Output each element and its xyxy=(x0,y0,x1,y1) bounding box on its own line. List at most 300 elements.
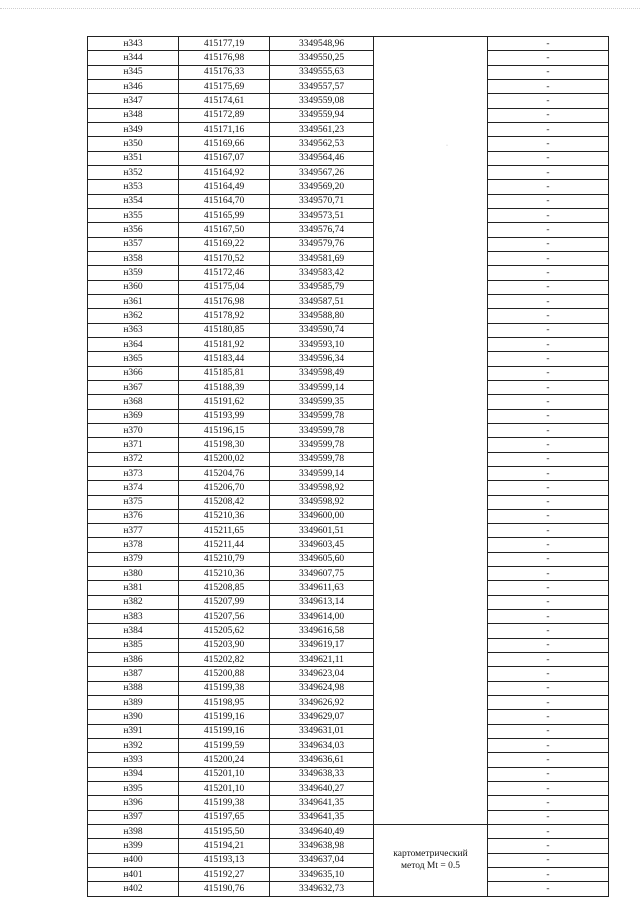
x-coordinate-cell: 415176,33 xyxy=(179,65,270,79)
x-coordinate-cell: 415207,99 xyxy=(179,595,270,609)
x-coordinate-cell: 415193,99 xyxy=(179,409,270,423)
mark-cell: - xyxy=(488,696,609,710)
point-name-cell: н390 xyxy=(88,710,179,724)
point-name-cell: н363 xyxy=(88,323,179,337)
point-name-cell: н384 xyxy=(88,624,179,638)
y-coordinate-cell: 3349637,04 xyxy=(270,853,374,867)
table-row xyxy=(88,538,609,552)
x-coordinate-cell: 415208,42 xyxy=(179,495,270,509)
x-coordinate-cell: 415211,65 xyxy=(179,524,270,538)
x-coordinate-cell: 415164,49 xyxy=(179,180,270,194)
table-row xyxy=(88,882,609,896)
mark-cell: - xyxy=(488,825,609,839)
point-name-cell: н347 xyxy=(88,94,179,108)
table-row xyxy=(88,151,609,165)
x-coordinate-cell: 415165,99 xyxy=(179,208,270,222)
y-coordinate-cell: 3349638,33 xyxy=(270,767,374,781)
table-row xyxy=(88,624,609,638)
table-row xyxy=(88,724,609,738)
table-row xyxy=(88,868,609,882)
point-name-cell: н386 xyxy=(88,653,179,667)
mark-cell: - xyxy=(488,137,609,151)
table-row xyxy=(88,710,609,724)
table-row xyxy=(88,509,609,523)
x-coordinate-cell: 415178,92 xyxy=(179,309,270,323)
mark-cell: - xyxy=(488,882,609,896)
point-name-cell: н343 xyxy=(88,37,179,51)
point-name-cell: н355 xyxy=(88,208,179,222)
y-coordinate-cell: 3349598,49 xyxy=(270,366,374,380)
mark-cell: - xyxy=(488,94,609,108)
point-name-cell: н385 xyxy=(88,638,179,652)
mark-cell: - xyxy=(488,581,609,595)
x-coordinate-cell: 415177,19 xyxy=(179,37,270,51)
table-row xyxy=(88,782,609,796)
x-coordinate-cell: 415201,10 xyxy=(179,782,270,796)
table-row xyxy=(88,638,609,652)
x-coordinate-cell: 415199,38 xyxy=(179,681,270,695)
mark-cell: - xyxy=(488,538,609,552)
mark-cell: - xyxy=(488,309,609,323)
x-coordinate-cell: 415197,65 xyxy=(179,810,270,824)
y-coordinate-cell: 3349599,14 xyxy=(270,380,374,394)
point-name-cell: н382 xyxy=(88,595,179,609)
point-name-cell: н383 xyxy=(88,610,179,624)
x-coordinate-cell: 415207,56 xyxy=(179,610,270,624)
mark-cell: - xyxy=(488,567,609,581)
point-name-cell: н345 xyxy=(88,65,179,79)
table-row xyxy=(88,739,609,753)
y-coordinate-cell: 3349641,35 xyxy=(270,796,374,810)
x-coordinate-cell: 415211,44 xyxy=(179,538,270,552)
x-coordinate-cell: 415169,22 xyxy=(179,237,270,251)
point-name-cell: н373 xyxy=(88,466,179,480)
x-coordinate-cell: 415195,50 xyxy=(179,825,270,839)
point-name-cell: н356 xyxy=(88,223,179,237)
point-name-cell: н400 xyxy=(88,853,179,867)
x-coordinate-cell: 415199,59 xyxy=(179,739,270,753)
x-coordinate-cell: 415183,44 xyxy=(179,352,270,366)
mark-cell: - xyxy=(488,595,609,609)
mark-cell: - xyxy=(488,323,609,337)
point-name-cell: н374 xyxy=(88,481,179,495)
y-coordinate-cell: 3349611,63 xyxy=(270,581,374,595)
y-coordinate-cell: 3349623,04 xyxy=(270,667,374,681)
y-coordinate-cell: 3349585,79 xyxy=(270,280,374,294)
x-coordinate-cell: 415200,02 xyxy=(179,452,270,466)
point-name-cell: н377 xyxy=(88,524,179,538)
table-row xyxy=(88,280,609,294)
table-row xyxy=(88,524,609,538)
method-name: картометрический xyxy=(393,849,468,860)
mark-cell: - xyxy=(488,552,609,566)
table-row xyxy=(88,810,609,824)
x-coordinate-cell: 415167,50 xyxy=(179,223,270,237)
point-name-cell: н402 xyxy=(88,882,179,896)
point-name-cell: н396 xyxy=(88,796,179,810)
x-coordinate-cell: 415194,21 xyxy=(179,839,270,853)
x-coordinate-cell: 415199,16 xyxy=(179,710,270,724)
x-coordinate-cell: 415171,16 xyxy=(179,122,270,136)
point-name-cell: н388 xyxy=(88,681,179,695)
table-row xyxy=(88,767,609,781)
y-coordinate-cell: 3349583,42 xyxy=(270,266,374,280)
mark-cell: - xyxy=(488,380,609,394)
point-name-cell: н370 xyxy=(88,423,179,437)
y-coordinate-cell: 3349601,51 xyxy=(270,524,374,538)
x-coordinate-cell: 415202,82 xyxy=(179,653,270,667)
mark-cell: - xyxy=(488,868,609,882)
mark-cell: - xyxy=(488,610,609,624)
table-row xyxy=(88,51,609,65)
point-name-cell: н401 xyxy=(88,868,179,882)
scan-artifact-line xyxy=(0,8,640,13)
y-coordinate-cell: 3349603,45 xyxy=(270,538,374,552)
x-coordinate-cell: 415200,24 xyxy=(179,753,270,767)
point-name-cell: н371 xyxy=(88,438,179,452)
x-coordinate-cell: 415172,46 xyxy=(179,266,270,280)
scan-dot: · xyxy=(446,143,448,149)
x-coordinate-cell: 415170,52 xyxy=(179,251,270,265)
y-coordinate-cell: 3349629,07 xyxy=(270,710,374,724)
mark-cell: - xyxy=(488,151,609,165)
table-row xyxy=(88,552,609,566)
mark-cell: - xyxy=(488,337,609,351)
x-coordinate-cell: 415200,88 xyxy=(179,667,270,681)
mark-cell: - xyxy=(488,481,609,495)
y-coordinate-cell: 3349616,58 xyxy=(270,624,374,638)
table-row xyxy=(88,251,609,265)
mark-cell: - xyxy=(488,208,609,222)
point-name-cell: н359 xyxy=(88,266,179,280)
y-coordinate-cell: 3349607,75 xyxy=(270,567,374,581)
point-name-cell: н362 xyxy=(88,309,179,323)
point-name-cell: н349 xyxy=(88,122,179,136)
table-row xyxy=(88,208,609,222)
mark-cell: - xyxy=(488,853,609,867)
point-name-cell: н353 xyxy=(88,180,179,194)
mark-cell: - xyxy=(488,452,609,466)
table-row xyxy=(88,395,609,409)
y-coordinate-cell: 3349599,78 xyxy=(270,409,374,423)
y-coordinate-cell: 3349613,14 xyxy=(270,595,374,609)
point-name-cell: н357 xyxy=(88,237,179,251)
point-name-cell: н394 xyxy=(88,767,179,781)
point-name-cell: н372 xyxy=(88,452,179,466)
point-name-cell: н351 xyxy=(88,151,179,165)
table-row xyxy=(88,495,609,509)
x-coordinate-cell: 415206,70 xyxy=(179,481,270,495)
point-name-cell: н354 xyxy=(88,194,179,208)
mark-cell: - xyxy=(488,839,609,853)
y-coordinate-cell: 3349590,74 xyxy=(270,323,374,337)
point-name-cell: н352 xyxy=(88,165,179,179)
table-row xyxy=(88,610,609,624)
method-accuracy: метод Mt = 0.5 xyxy=(400,861,460,872)
table-row xyxy=(88,423,609,437)
mark-cell: - xyxy=(488,366,609,380)
mark-cell: - xyxy=(488,509,609,523)
point-name-cell: н364 xyxy=(88,337,179,351)
mark-cell: - xyxy=(488,810,609,824)
x-coordinate-cell: 415175,69 xyxy=(179,79,270,93)
point-name-cell: н380 xyxy=(88,567,179,581)
y-coordinate-cell: 3349564,46 xyxy=(270,151,374,165)
y-coordinate-cell: 3349619,17 xyxy=(270,638,374,652)
x-coordinate-cell: 415205,62 xyxy=(179,624,270,638)
mark-cell: - xyxy=(488,194,609,208)
mark-cell: - xyxy=(488,653,609,667)
x-coordinate-cell: 415181,92 xyxy=(179,337,270,351)
y-coordinate-cell: 3349550,25 xyxy=(270,51,374,65)
table-row xyxy=(88,409,609,423)
point-name-cell: н375 xyxy=(88,495,179,509)
mark-cell: - xyxy=(488,681,609,695)
x-coordinate-cell: 415174,61 xyxy=(179,94,270,108)
y-coordinate-cell: 3349640,27 xyxy=(270,782,374,796)
table-row xyxy=(88,79,609,93)
y-coordinate-cell: 3349640,49 xyxy=(270,825,374,839)
x-coordinate-cell: 415176,98 xyxy=(179,51,270,65)
table-row xyxy=(88,294,609,308)
y-coordinate-cell: 3349557,57 xyxy=(270,79,374,93)
table-row xyxy=(88,438,609,452)
y-coordinate-cell: 3349599,14 xyxy=(270,466,374,480)
point-name-cell: н367 xyxy=(88,380,179,394)
table-row xyxy=(88,266,609,280)
mark-cell: - xyxy=(488,667,609,681)
x-coordinate-cell: 415172,89 xyxy=(179,108,270,122)
x-coordinate-cell: 415193,13 xyxy=(179,853,270,867)
y-coordinate-cell: 3349599,78 xyxy=(270,438,374,452)
y-coordinate-cell: 3349573,51 xyxy=(270,208,374,222)
mark-cell: - xyxy=(488,739,609,753)
x-coordinate-cell: 415210,36 xyxy=(179,567,270,581)
mark-cell: - xyxy=(488,395,609,409)
y-coordinate-cell: 3349562,53 xyxy=(270,137,374,151)
table-row xyxy=(88,366,609,380)
y-coordinate-cell: 3349600,00 xyxy=(270,509,374,523)
mark-cell: - xyxy=(488,165,609,179)
mark-cell: - xyxy=(488,409,609,423)
y-coordinate-cell: 3349598,92 xyxy=(270,481,374,495)
table-row xyxy=(88,137,609,151)
y-coordinate-cell: 3349561,23 xyxy=(270,122,374,136)
y-coordinate-cell: 3349587,51 xyxy=(270,294,374,308)
y-coordinate-cell: 3349638,98 xyxy=(270,839,374,853)
point-name-cell: н348 xyxy=(88,108,179,122)
mark-cell: - xyxy=(488,280,609,294)
y-coordinate-cell: 3349588,80 xyxy=(270,309,374,323)
y-coordinate-cell: 3349599,78 xyxy=(270,452,374,466)
x-coordinate-cell: 415210,36 xyxy=(179,509,270,523)
method-cell-lower xyxy=(374,825,488,897)
x-coordinate-cell: 415188,39 xyxy=(179,380,270,394)
y-coordinate-cell: 3349632,73 xyxy=(270,882,374,896)
table-row xyxy=(88,696,609,710)
y-coordinate-cell: 3349621,11 xyxy=(270,653,374,667)
table-row xyxy=(88,180,609,194)
x-coordinate-cell: 415164,92 xyxy=(179,165,270,179)
x-coordinate-cell: 415203,90 xyxy=(179,638,270,652)
point-name-cell: н376 xyxy=(88,509,179,523)
mark-cell: - xyxy=(488,37,609,51)
y-coordinate-cell: 3349567,26 xyxy=(270,165,374,179)
table-row xyxy=(88,194,609,208)
y-coordinate-cell: 3349596,34 xyxy=(270,352,374,366)
point-name-cell: н358 xyxy=(88,251,179,265)
mark-cell: - xyxy=(488,65,609,79)
y-coordinate-cell: 3349581,69 xyxy=(270,251,374,265)
y-coordinate-cell: 3349555,63 xyxy=(270,65,374,79)
x-coordinate-cell: 415192,27 xyxy=(179,868,270,882)
point-name-cell: н360 xyxy=(88,280,179,294)
mark-cell: - xyxy=(488,753,609,767)
mark-cell: - xyxy=(488,51,609,65)
table-row xyxy=(88,37,609,51)
x-coordinate-cell: 415164,70 xyxy=(179,194,270,208)
table-row xyxy=(88,681,609,695)
mark-cell: - xyxy=(488,524,609,538)
y-coordinate-cell: 3349635,10 xyxy=(270,868,374,882)
y-coordinate-cell: 3349634,03 xyxy=(270,739,374,753)
x-coordinate-cell: 415199,16 xyxy=(179,724,270,738)
mark-cell: - xyxy=(488,767,609,781)
mark-cell: - xyxy=(488,423,609,437)
mark-cell: - xyxy=(488,624,609,638)
mark-cell: - xyxy=(488,266,609,280)
point-name-cell: н387 xyxy=(88,667,179,681)
table-row xyxy=(88,337,609,351)
mark-cell: - xyxy=(488,79,609,93)
y-coordinate-cell: 3349641,35 xyxy=(270,810,374,824)
table-row xyxy=(88,122,609,136)
x-coordinate-cell: 415185,81 xyxy=(179,366,270,380)
mark-cell: - xyxy=(488,180,609,194)
point-name-cell: н361 xyxy=(88,294,179,308)
point-name-cell: н369 xyxy=(88,409,179,423)
y-coordinate-cell: 3349614,00 xyxy=(270,610,374,624)
x-coordinate-cell: 415175,04 xyxy=(179,280,270,294)
table-row xyxy=(88,108,609,122)
table-row xyxy=(88,481,609,495)
point-name-cell: н344 xyxy=(88,51,179,65)
table-row xyxy=(88,595,609,609)
table-row xyxy=(88,94,609,108)
table-row xyxy=(88,223,609,237)
method-cell-upper xyxy=(374,37,488,825)
x-coordinate-cell: 415196,15 xyxy=(179,423,270,437)
point-name-cell: н378 xyxy=(88,538,179,552)
table-row xyxy=(88,796,609,810)
y-coordinate-cell: 3349599,78 xyxy=(270,423,374,437)
x-coordinate-cell: 415204,76 xyxy=(179,466,270,480)
table-row xyxy=(88,653,609,667)
point-name-cell: н398 xyxy=(88,825,179,839)
mark-cell: - xyxy=(488,438,609,452)
table-row xyxy=(88,323,609,337)
table-row xyxy=(88,309,609,323)
x-coordinate-cell: 415199,38 xyxy=(179,796,270,810)
y-coordinate-cell: 3349626,92 xyxy=(270,696,374,710)
x-coordinate-cell: 415201,10 xyxy=(179,767,270,781)
x-coordinate-cell: 415169,66 xyxy=(179,137,270,151)
table-row xyxy=(88,65,609,79)
point-name-cell: н379 xyxy=(88,552,179,566)
mark-cell: - xyxy=(488,710,609,724)
point-name-cell: н365 xyxy=(88,352,179,366)
point-name-cell: н391 xyxy=(88,724,179,738)
y-coordinate-cell: 3349593,10 xyxy=(270,337,374,351)
point-name-cell: н381 xyxy=(88,581,179,595)
y-coordinate-cell: 3349624,98 xyxy=(270,681,374,695)
point-name-cell: н346 xyxy=(88,79,179,93)
x-coordinate-cell: 415180,85 xyxy=(179,323,270,337)
mark-cell: - xyxy=(488,223,609,237)
x-coordinate-cell: 415198,30 xyxy=(179,438,270,452)
y-coordinate-cell: 3349598,92 xyxy=(270,495,374,509)
point-name-cell: н395 xyxy=(88,782,179,796)
y-coordinate-cell: 3349570,71 xyxy=(270,194,374,208)
mark-cell: - xyxy=(488,495,609,509)
mark-cell: - xyxy=(488,122,609,136)
x-coordinate-cell: 415198,95 xyxy=(179,696,270,710)
y-coordinate-cell: 3349576,74 xyxy=(270,223,374,237)
x-coordinate-cell: 415210,79 xyxy=(179,552,270,566)
x-coordinate-cell: 415176,98 xyxy=(179,294,270,308)
y-coordinate-cell: 3349559,94 xyxy=(270,108,374,122)
y-coordinate-cell: 3349548,96 xyxy=(270,37,374,51)
table-row xyxy=(88,839,609,853)
point-name-cell: н397 xyxy=(88,810,179,824)
mark-cell: - xyxy=(488,638,609,652)
table-row xyxy=(88,466,609,480)
mark-cell: - xyxy=(488,237,609,251)
x-coordinate-cell: 415167,07 xyxy=(179,151,270,165)
table-row xyxy=(88,853,609,867)
y-coordinate-cell: 3349559,08 xyxy=(270,94,374,108)
coordinates-table-body xyxy=(88,37,609,897)
y-coordinate-cell: 3349569,20 xyxy=(270,180,374,194)
table-row xyxy=(88,567,609,581)
table-row xyxy=(88,352,609,366)
point-name-cell: н392 xyxy=(88,739,179,753)
mark-cell: - xyxy=(488,108,609,122)
mark-cell: - xyxy=(488,352,609,366)
table-row xyxy=(88,380,609,394)
table-row xyxy=(88,581,609,595)
table-row xyxy=(88,165,609,179)
mark-cell: - xyxy=(488,294,609,308)
point-name-cell: н366 xyxy=(88,366,179,380)
y-coordinate-cell: 3349605,60 xyxy=(270,552,374,566)
table-row xyxy=(88,237,609,251)
point-name-cell: н389 xyxy=(88,696,179,710)
coordinates-table xyxy=(87,36,609,897)
x-coordinate-cell: 415208,85 xyxy=(179,581,270,595)
table-row xyxy=(88,753,609,767)
point-name-cell: н368 xyxy=(88,395,179,409)
x-coordinate-cell: 415190,76 xyxy=(179,882,270,896)
x-coordinate-cell: 415191,62 xyxy=(179,395,270,409)
y-coordinate-cell: 3349579,76 xyxy=(270,237,374,251)
table-row xyxy=(88,667,609,681)
point-name-cell: н399 xyxy=(88,839,179,853)
mark-cell: - xyxy=(488,724,609,738)
y-coordinate-cell: 3349636,61 xyxy=(270,753,374,767)
table-row xyxy=(88,452,609,466)
mark-cell: - xyxy=(488,251,609,265)
